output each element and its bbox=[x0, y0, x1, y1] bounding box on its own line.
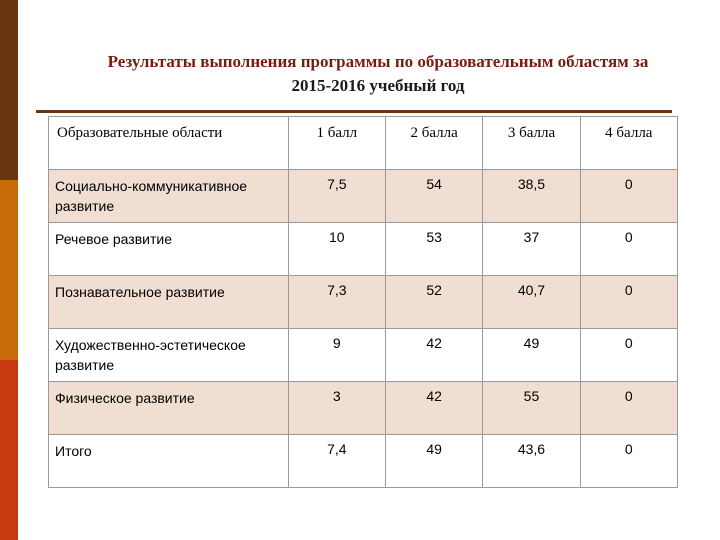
row-value: 3 bbox=[288, 382, 385, 435]
header-cell-score-2: 2 балла bbox=[385, 117, 482, 170]
row-value: 0 bbox=[580, 276, 677, 329]
row-value: 38,5 bbox=[483, 170, 580, 223]
row-value: 42 bbox=[385, 329, 482, 382]
table-row bbox=[49, 170, 678, 223]
strip-segment-dark bbox=[0, 0, 18, 180]
row-value: 49 bbox=[385, 435, 482, 488]
strip-segment-red bbox=[0, 360, 18, 540]
header-cell-area: Образовательные области bbox=[49, 117, 289, 170]
row-value: 0 bbox=[580, 223, 677, 276]
row-area-label: Познавательное развитие bbox=[49, 276, 289, 329]
row-value: 9 bbox=[288, 329, 385, 382]
slide-title-line1: Результаты выполнения программы по образовательным областям за bbox=[107, 52, 649, 71]
table-row bbox=[49, 329, 678, 382]
table-row bbox=[49, 223, 678, 276]
table-row bbox=[49, 382, 678, 435]
side-decoration-strip bbox=[0, 0, 18, 540]
header-cell-score-4: 4 балла bbox=[580, 117, 677, 170]
row-value: 7,5 bbox=[288, 170, 385, 223]
row-value: 0 bbox=[580, 435, 677, 488]
header-cell-score-3: 3 балла bbox=[483, 117, 580, 170]
table-header-row bbox=[49, 117, 678, 170]
results-table bbox=[48, 116, 678, 488]
row-value: 53 bbox=[385, 223, 482, 276]
row-value: 40,7 bbox=[483, 276, 580, 329]
strip-segment-orange bbox=[0, 180, 18, 360]
row-value: 37 bbox=[483, 223, 580, 276]
row-value: 43,6 bbox=[483, 435, 580, 488]
row-area-label: Итого bbox=[49, 435, 289, 488]
row-value: 42 bbox=[385, 382, 482, 435]
row-value: 0 bbox=[580, 382, 677, 435]
row-value: 55 bbox=[483, 382, 580, 435]
table-row bbox=[49, 276, 678, 329]
slide-title bbox=[40, 50, 716, 98]
row-value: 0 bbox=[580, 329, 677, 382]
row-value: 7,3 bbox=[288, 276, 385, 329]
header-cell-score-1: 1 балл bbox=[288, 117, 385, 170]
slide-title-line2: 2015-2016 учебный год bbox=[291, 76, 465, 95]
row-area-label: Физическое развитие bbox=[49, 382, 289, 435]
row-value: 0 bbox=[580, 170, 677, 223]
row-area-label: Социально-коммуникативное развитие bbox=[49, 170, 289, 223]
row-area-label: Художественно-эстетическое развитие bbox=[49, 329, 289, 382]
row-value: 7,4 bbox=[288, 435, 385, 488]
row-value: 49 bbox=[483, 329, 580, 382]
row-value: 54 bbox=[385, 170, 482, 223]
row-area-label: Речевое развитие bbox=[49, 223, 289, 276]
row-value: 10 bbox=[288, 223, 385, 276]
table-row bbox=[49, 435, 678, 488]
title-underline-rule bbox=[36, 110, 672, 113]
row-value: 52 bbox=[385, 276, 482, 329]
